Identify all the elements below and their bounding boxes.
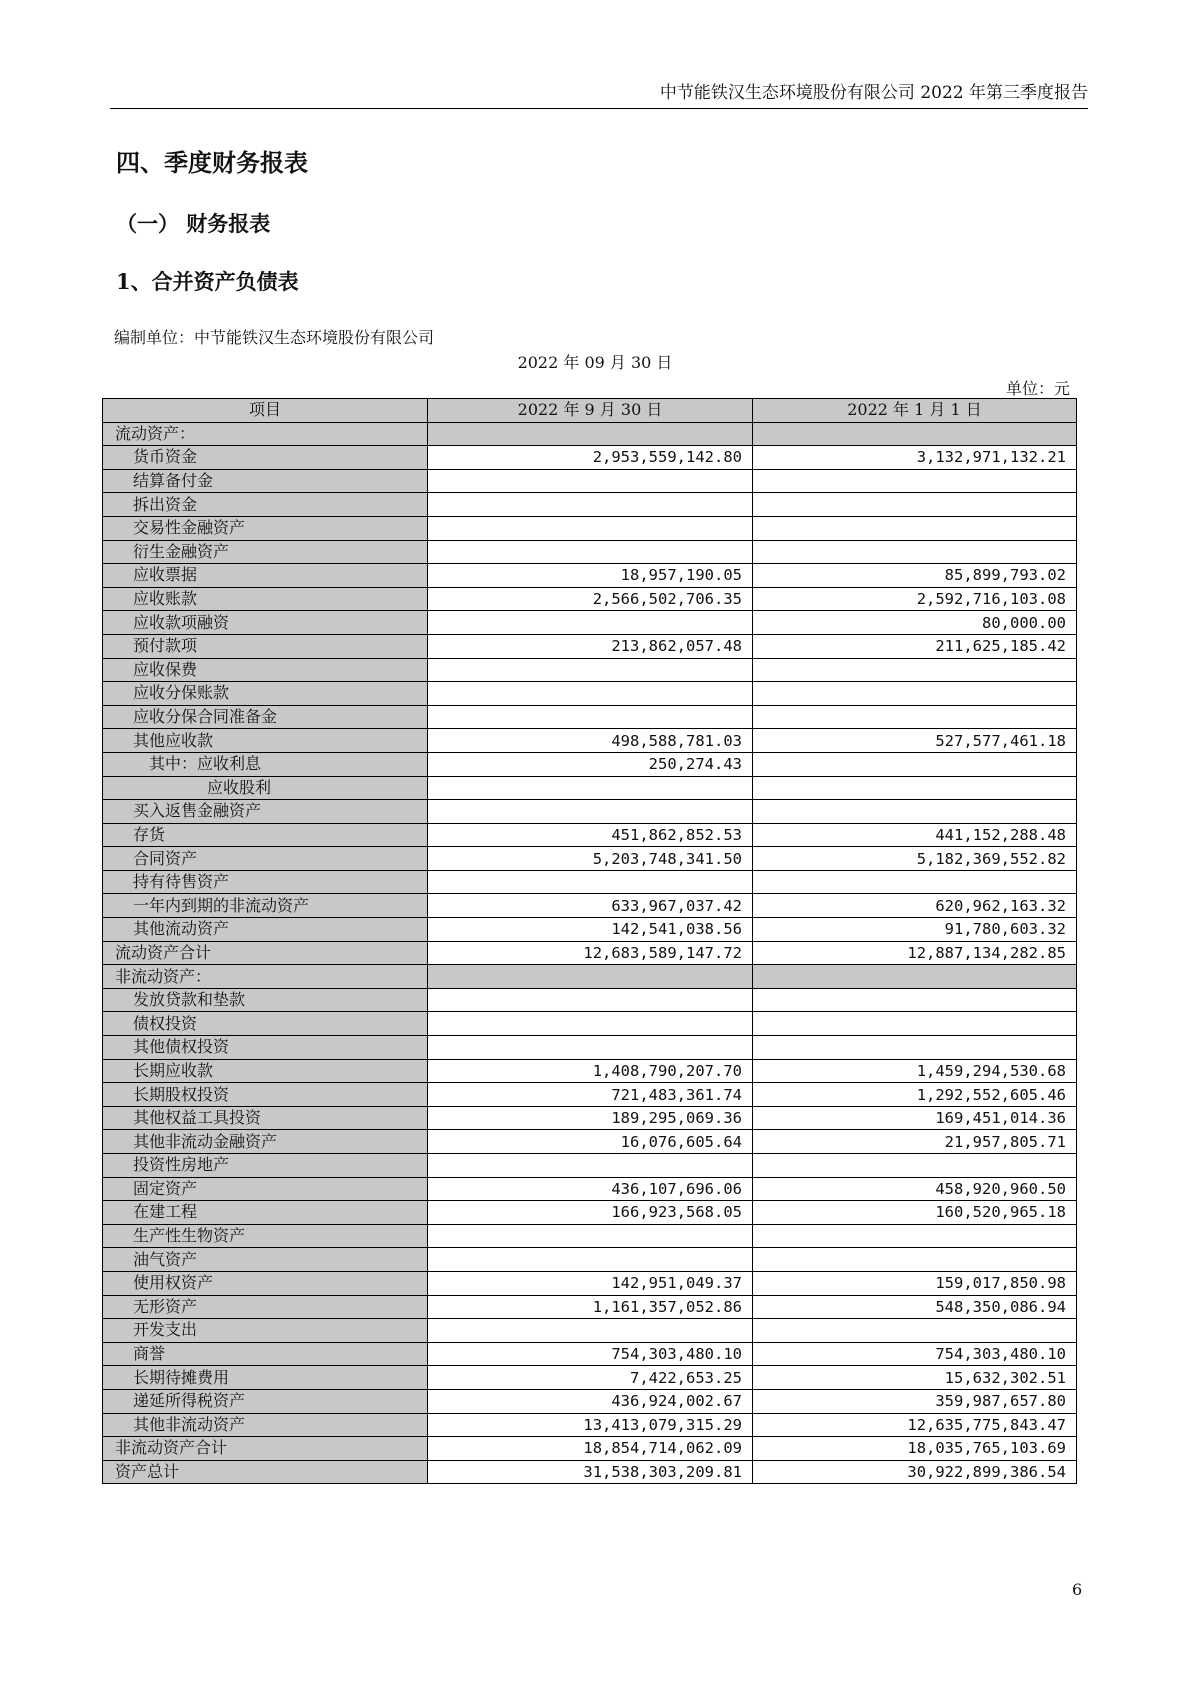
table-row: [103, 729, 1077, 753]
value-opening: 211,625,185.42: [753, 634, 1077, 658]
table-row: [103, 1366, 1077, 1390]
value-current: 13,413,079,315.29: [428, 1413, 753, 1437]
table-row: [103, 894, 1077, 918]
table-row: [103, 1295, 1077, 1319]
row-label: 油气资产: [103, 1248, 428, 1272]
value-opening: [753, 682, 1077, 706]
column-header-current: 2022 年 9 月 30 日: [428, 399, 753, 423]
row-label: 预付款项: [103, 634, 428, 658]
row-label: 结算备付金: [103, 469, 428, 493]
value-current: 18,957,190.05: [428, 564, 753, 588]
row-label: 非流动资产：: [103, 965, 428, 989]
table-row: [103, 540, 1077, 564]
value-opening: [753, 1012, 1077, 1036]
row-label: 持有待售资产: [103, 870, 428, 894]
value-current: [428, 682, 753, 706]
value-current: 213,862,057.48: [428, 634, 753, 658]
value-current: 2,566,502,706.35: [428, 587, 753, 611]
row-label: 其他流动资产: [103, 918, 428, 942]
compiling-entity: 编制单位：中节能铁汉生态环境股份有限公司: [114, 328, 435, 347]
subsection-title: （一） 财务报表: [116, 211, 271, 236]
table-row: [103, 1413, 1077, 1437]
table-row: [103, 611, 1077, 635]
value-current: 12,683,589,147.72: [428, 941, 753, 965]
value-current: 451,862,852.53: [428, 823, 753, 847]
table-row: [103, 493, 1077, 517]
table-row: [103, 870, 1077, 894]
value-current: 754,303,480.10: [428, 1342, 753, 1366]
row-label: 其他权益工具投资: [103, 1106, 428, 1130]
value-opening: 21,957,805.71: [753, 1130, 1077, 1154]
row-label: 其他债权投资: [103, 1036, 428, 1060]
table-row: [103, 1106, 1077, 1130]
value-current: 7,422,653.25: [428, 1366, 753, 1390]
row-label: 长期待摊费用: [103, 1366, 428, 1390]
value-opening: 1,459,294,530.68: [753, 1059, 1077, 1083]
table-row: [103, 776, 1077, 800]
value-opening: 3,132,971,132.21: [753, 446, 1077, 470]
value-current: 436,107,696.06: [428, 1177, 753, 1201]
table-row: [103, 1177, 1077, 1201]
value-current: [428, 1012, 753, 1036]
value-current: [428, 1224, 753, 1248]
row-label: 固定资产: [103, 1177, 428, 1201]
value-current: 166,923,568.05: [428, 1201, 753, 1225]
value-opening: 12,887,134,282.85: [753, 941, 1077, 965]
value-opening: [753, 870, 1077, 894]
value-opening: [753, 965, 1077, 989]
value-opening: 441,152,288.48: [753, 823, 1077, 847]
table-row: [103, 941, 1077, 965]
table-row: [103, 682, 1077, 706]
value-current: 2,953,559,142.80: [428, 446, 753, 470]
value-current: [428, 611, 753, 635]
table-row: [103, 1437, 1077, 1461]
value-opening: 548,350,086.94: [753, 1295, 1077, 1319]
value-current: [428, 493, 753, 517]
table-row: [103, 1130, 1077, 1154]
value-current: 31,538,303,209.81: [428, 1460, 753, 1484]
table-row: [103, 1248, 1077, 1272]
value-opening: 1,292,552,605.46: [753, 1083, 1077, 1107]
row-label: 商誉: [103, 1342, 428, 1366]
table-row: [103, 634, 1077, 658]
value-opening: 5,182,369,552.82: [753, 847, 1077, 871]
value-opening: [753, 800, 1077, 824]
row-label: 递延所得税资产: [103, 1389, 428, 1413]
page-number: 6: [1072, 1580, 1083, 1599]
row-label: 合同资产: [103, 847, 428, 871]
table-row: [103, 823, 1077, 847]
table-row: [103, 847, 1077, 871]
table-row: [103, 988, 1077, 1012]
table-row: [103, 1271, 1077, 1295]
table-row: [103, 564, 1077, 588]
value-opening: 527,577,461.18: [753, 729, 1077, 753]
value-current: 18,854,714,062.09: [428, 1437, 753, 1461]
row-label: 衍生金融资产: [103, 540, 428, 564]
table-row: [103, 446, 1077, 470]
table-row: [103, 1059, 1077, 1083]
row-label: 拆出资金: [103, 493, 428, 517]
value-opening: [753, 752, 1077, 776]
table-row: [103, 1319, 1077, 1343]
value-current: [428, 422, 753, 446]
table-row: [103, 1154, 1077, 1178]
value-current: [428, 469, 753, 493]
row-label: 其他应收款: [103, 729, 428, 753]
column-header-item: 项目: [103, 399, 428, 423]
value-current: [428, 705, 753, 729]
table-row: [103, 1389, 1077, 1413]
value-opening: [753, 469, 1077, 493]
value-current: [428, 540, 753, 564]
table-row: [103, 516, 1077, 540]
table-row: [103, 1342, 1077, 1366]
value-opening: [753, 1036, 1077, 1060]
value-opening: [753, 1319, 1077, 1343]
value-opening: [753, 1224, 1077, 1248]
value-opening: [753, 493, 1077, 517]
row-label: 买入返售金融资产: [103, 800, 428, 824]
row-label: 发放贷款和垫款: [103, 988, 428, 1012]
row-label: 无形资产: [103, 1295, 428, 1319]
value-opening: 754,303,480.10: [753, 1342, 1077, 1366]
row-label: 应收账款: [103, 587, 428, 611]
row-label: 投资性房地产: [103, 1154, 428, 1178]
value-opening: [753, 988, 1077, 1012]
row-label: 长期股权投资: [103, 1083, 428, 1107]
table-row: [103, 1224, 1077, 1248]
row-label: 应收票据: [103, 564, 428, 588]
value-current: 436,924,002.67: [428, 1389, 753, 1413]
row-label: 货币资金: [103, 446, 428, 470]
value-opening: 15,632,302.51: [753, 1366, 1077, 1390]
row-label: 资产总计: [103, 1460, 428, 1484]
report-title: 中节能铁汉生态环境股份有限公司 2022 年第三季度报告: [659, 83, 1088, 103]
value-opening: 458,920,960.50: [753, 1177, 1077, 1201]
table-row: [103, 422, 1077, 446]
page-header: [110, 82, 1088, 109]
statement-title: 1、合并资产负债表: [116, 269, 299, 294]
value-opening: [753, 1154, 1077, 1178]
value-current: [428, 776, 753, 800]
value-current: [428, 988, 753, 1012]
statement-date: 2022 年 09 月 30 日: [517, 353, 673, 372]
value-current: 189,295,069.36: [428, 1106, 753, 1130]
value-current: 250,274.43: [428, 752, 753, 776]
value-opening: [753, 1248, 1077, 1272]
value-opening: 620,962,163.32: [753, 894, 1077, 918]
row-label: 非流动资产合计: [103, 1437, 428, 1461]
value-current: 16,076,605.64: [428, 1130, 753, 1154]
value-current: 721,483,361.74: [428, 1083, 753, 1107]
table-row: [103, 918, 1077, 942]
value-opening: [753, 516, 1077, 540]
row-label: 其中：应收利息: [103, 752, 428, 776]
value-current: [428, 1319, 753, 1343]
value-opening: [753, 540, 1077, 564]
table-row: [103, 1083, 1077, 1107]
section-title: 四、季度财务报表: [116, 148, 308, 177]
table-row: [103, 1012, 1077, 1036]
row-label: 存货: [103, 823, 428, 847]
table-body: [103, 422, 1077, 1484]
row-label: 其他非流动金融资产: [103, 1130, 428, 1154]
value-current: [428, 516, 753, 540]
row-label: 流动资产：: [103, 422, 428, 446]
value-current: 142,541,038.56: [428, 918, 753, 942]
value-opening: 30,922,899,386.54: [753, 1460, 1077, 1484]
row-label: 应收分保账款: [103, 682, 428, 706]
row-label: 其他非流动资产: [103, 1413, 428, 1437]
value-current: [428, 1036, 753, 1060]
row-label: 应收保费: [103, 658, 428, 682]
value-opening: [753, 422, 1077, 446]
row-label: 生产性生物资产: [103, 1224, 428, 1248]
value-opening: 91,780,603.32: [753, 918, 1077, 942]
table-row: [103, 658, 1077, 682]
table-row: [103, 587, 1077, 611]
table-row: [103, 1460, 1077, 1484]
table-row: [103, 752, 1077, 776]
value-current: [428, 658, 753, 682]
value-current: [428, 870, 753, 894]
row-label: 应收款项融资: [103, 611, 428, 635]
column-header-opening: 2022 年 1 月 1 日: [753, 399, 1077, 423]
table-row: [103, 800, 1077, 824]
value-opening: [753, 658, 1077, 682]
value-current: 633,967,037.42: [428, 894, 753, 918]
table-row: [103, 1201, 1077, 1225]
row-label: 债权投资: [103, 1012, 428, 1036]
value-current: 498,588,781.03: [428, 729, 753, 753]
row-label: 在建工程: [103, 1201, 428, 1225]
value-opening: 160,520,965.18: [753, 1201, 1077, 1225]
row-label: 一年内到期的非流动资产: [103, 894, 428, 918]
value-current: 5,203,748,341.50: [428, 847, 753, 871]
row-label: 开发支出: [103, 1319, 428, 1343]
value-opening: [753, 705, 1077, 729]
value-opening: [753, 776, 1077, 800]
value-opening: 18,035,765,103.69: [753, 1437, 1077, 1461]
value-current: [428, 965, 753, 989]
balance-sheet-table: [102, 398, 1077, 1484]
value-opening: 2,592,716,103.08: [753, 587, 1077, 611]
table-row: [103, 1036, 1077, 1060]
row-label: 交易性金融资产: [103, 516, 428, 540]
table-row: [103, 469, 1077, 493]
value-current: [428, 1154, 753, 1178]
currency-unit: 单位：元: [1005, 379, 1070, 398]
value-opening: 85,899,793.02: [753, 564, 1077, 588]
value-current: 1,408,790,207.70: [428, 1059, 753, 1083]
row-label: 应收股利: [103, 776, 428, 800]
value-current: 1,161,357,052.86: [428, 1295, 753, 1319]
row-label: 应收分保合同准备金: [103, 705, 428, 729]
value-current: [428, 1248, 753, 1272]
value-opening: 159,017,850.98: [753, 1271, 1077, 1295]
value-opening: 169,451,014.36: [753, 1106, 1077, 1130]
value-current: [428, 800, 753, 824]
value-opening: 359,987,657.80: [753, 1389, 1077, 1413]
row-label: 长期应收款: [103, 1059, 428, 1083]
value-opening: 80,000.00: [753, 611, 1077, 635]
row-label: 使用权资产: [103, 1271, 428, 1295]
table-row: [103, 705, 1077, 729]
table-row: [103, 965, 1077, 989]
value-current: 142,951,049.37: [428, 1271, 753, 1295]
table-header-row: [103, 399, 1077, 423]
value-opening: 12,635,775,843.47: [753, 1413, 1077, 1437]
row-label: 流动资产合计: [103, 941, 428, 965]
